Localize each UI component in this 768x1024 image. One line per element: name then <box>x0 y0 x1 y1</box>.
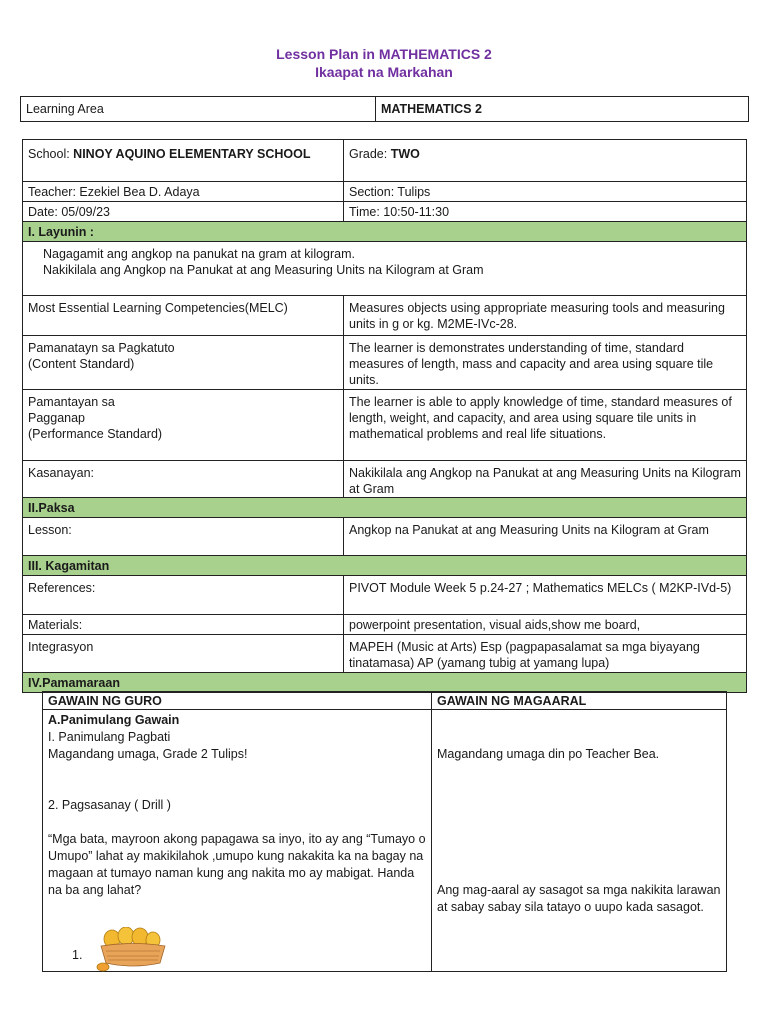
item-number-1: 1. <box>72 948 83 962</box>
performance-standard-label-3: (Performance Standard) <box>28 427 163 441</box>
school-cell <box>23 140 344 182</box>
grade-label: Grade: <box>349 147 391 161</box>
performance-standard-label-1: Pamantayan sa <box>28 395 115 409</box>
col-header-magaaral: GAWAIN NG MAGAARAL <box>432 692 727 710</box>
learning-area-value: MATHEMATICS 2 <box>376 97 749 122</box>
teacher-greeting: Magandang umaga, Grade 2 Tulips! <box>48 747 248 761</box>
performance-standard-label <box>23 390 344 461</box>
magaaral-activities <box>432 710 727 972</box>
materials-value: powerpoint presentation, visual aids,show me board, <box>344 615 747 635</box>
lesson-value: Angkop na Panukat at ang Measuring Units na Kilogram at Gram <box>344 518 747 556</box>
paksa-heading: II.Paksa <box>23 498 747 518</box>
references-label: References: <box>23 576 344 615</box>
drill-instructions: “Mga bata, mayroon akong papagawa sa inyo, ito ay ang “Tumayo o Umupo” lahat ay makikilahok ,umupo kung nakakita ka na bagay na magaan at tumayo naman kung ang nakita mo ay mabigat. Handa na ba ang lahat? <box>48 832 426 897</box>
panimulang-pagbati: I. Panimulang Pagbati <box>48 730 171 744</box>
objective-2: Nakikilala ang Angkop na Panukat at ang Measuring Units na Kilogram at Gram <box>43 263 484 277</box>
integrasyon-label: Integrasyon <box>23 635 344 673</box>
school-value: NINOY AQUINO ELEMENTARY SCHOOL <box>73 147 311 161</box>
content-standard-value: The learner is demonstrates understanding of time, standard measures of length, mass and capacity and area using square tile units. <box>344 336 747 390</box>
teacher-cell: Teacher: Ezekiel Bea D. Adaya <box>23 182 344 202</box>
fruit-basket-image <box>96 927 170 973</box>
learning-area-table <box>20 96 749 122</box>
content-standard-label <box>23 336 344 390</box>
school-label: School: <box>28 147 74 161</box>
performance-standard-value: The learner is able to apply knowledge of time, standard measures of length, weight, and capacity, and area using square tile units in mathematical problems and real life situations. <box>344 390 747 461</box>
objective-1: Nagagamit ang angkop na panukat na gram at kilogram. <box>43 247 355 261</box>
layunin-objectives <box>23 242 747 296</box>
learning-area-label: Learning Area <box>21 97 376 122</box>
grade-value: TWO <box>390 147 420 161</box>
grade-cell <box>344 140 747 182</box>
integrasyon-value: MAPEH (Music at Arts) Esp (pagpapasalamat sa mga biyayang tinatamasa) AP (yamang tubig at yamang lupa) <box>344 635 747 673</box>
materials-label: Materials: <box>23 615 344 635</box>
layunin-heading: I. Layunin : <box>23 222 747 242</box>
pamamaraan-heading: IV.Pamamaraan <box>23 673 747 693</box>
lesson-plan-table <box>22 139 747 693</box>
panimulang-gawain: A.Panimulang Gawain <box>48 713 180 727</box>
col-header-guro: GAWAIN NG GURO <box>43 692 432 710</box>
references-value: PIVOT Module Week 5 p.24-27 ; Mathematics MELCs ( M2KP-IVd-5) <box>344 576 747 615</box>
melc-value: Measures objects using appropriate measuring tools and measuring units in g or kg. M2ME-IVc-28. <box>344 296 747 336</box>
content-standard-label-2: (Content Standard) <box>28 357 135 371</box>
kagamitan-heading: III. Kagamitan <box>23 556 747 576</box>
kasanayan-value: Nakikilala ang Angkop na Panukat at ang Measuring Units na Kilogram at Gram <box>344 461 747 498</box>
date-cell: Date: 05/09/23 <box>23 202 344 222</box>
drill-heading: 2. Pagsasanay ( Drill ) <box>48 798 171 812</box>
lesson-label: Lesson: <box>23 518 344 556</box>
page-title: Lesson Plan in MATHEMATICS 2 <box>276 46 492 62</box>
student-greeting-reply: Magandang umaga din po Teacher Bea. <box>437 747 660 761</box>
performance-standard-label-2: Pagganap <box>28 411 86 425</box>
time-cell: Time: 10:50-11:30 <box>344 202 747 222</box>
kasanayan-label: Kasanayan: <box>23 461 344 498</box>
melc-label: Most Essential Learning Competencies(MELC) <box>23 296 344 336</box>
content-standard-label-1: Pamanatayn sa Pagkatuto <box>28 341 175 355</box>
page-subtitle: Ikaapat na Markahan <box>315 64 453 80</box>
section-cell: Section: Tulips <box>344 182 747 202</box>
student-drill-reply: Ang mag-aaral ay sasagot sa mga nakikita larawan at sabay sabay sila tatayo o uupo kada sasagot. <box>437 883 721 914</box>
